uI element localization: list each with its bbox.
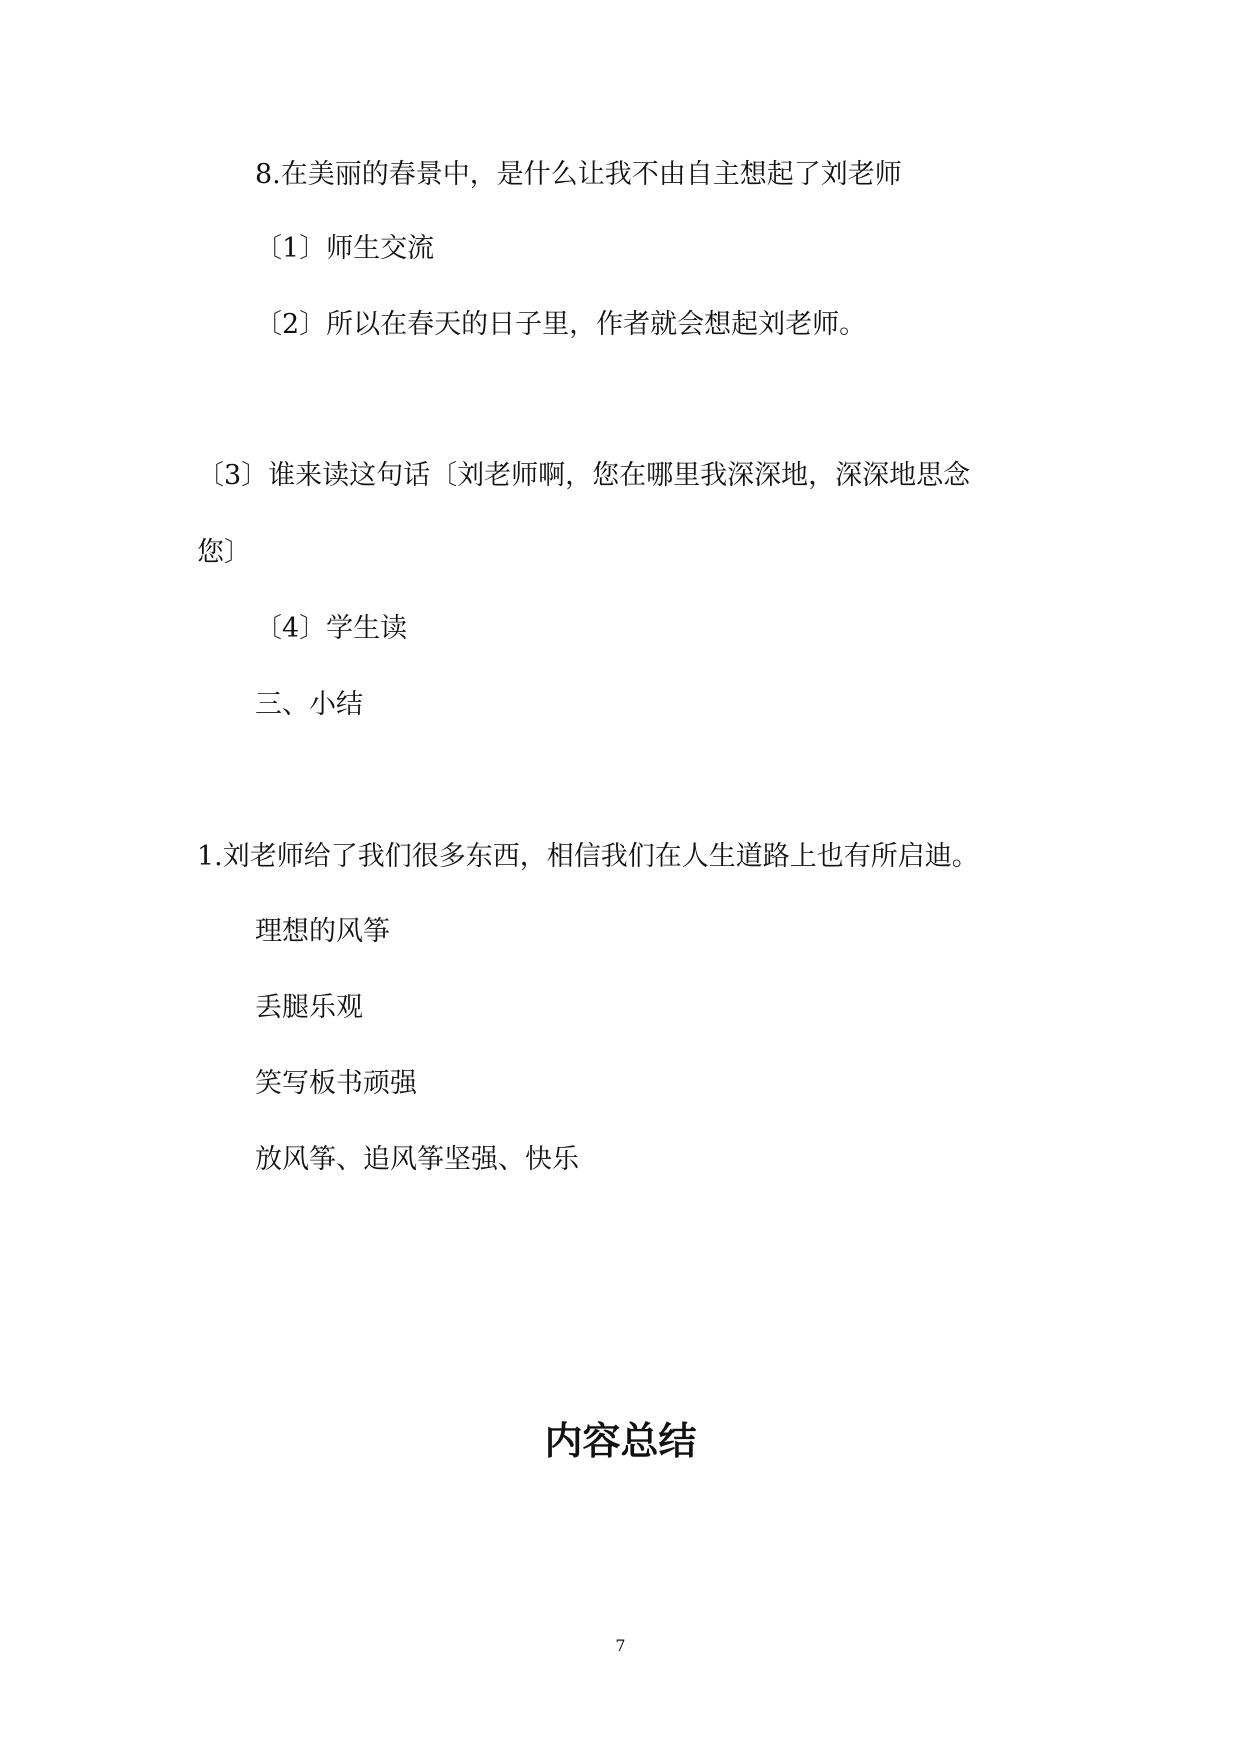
list-item-2: 〔2〕所以在春天的日子里，作者就会想起刘老师。 — [255, 309, 867, 340]
content-summary-title: 内容总结 — [544, 1419, 697, 1463]
list-item-3-continued: 您〕 — [197, 537, 251, 568]
page-number: 7 — [615, 1636, 626, 1655]
section-heading-summary: 三、小结 — [255, 689, 363, 720]
board-line-3: 笑写板书顽强 — [255, 1068, 417, 1099]
board-line-4: 放风筝、追风筝坚强、快乐 — [255, 1144, 579, 1175]
list-item-1: 〔1〕师生交流 — [255, 233, 435, 264]
board-line-2: 丢腿乐观 — [255, 992, 363, 1023]
list-item-4: 〔4〕学生读 — [255, 613, 408, 644]
board-line-1: 理想的风筝 — [255, 916, 390, 947]
list-item-3: 〔3〕谁来读这句话〔刘老师啊，您在哪里我深深地，深深地思念 — [197, 460, 971, 491]
question-8: 8.在美丽的春景中，是什么让我不由自主想起了刘老师 — [255, 159, 902, 190]
summary-point-1: 1.刘老师给了我们很多东西，相信我们在人生道路上也有所启迪。 — [197, 841, 979, 872]
